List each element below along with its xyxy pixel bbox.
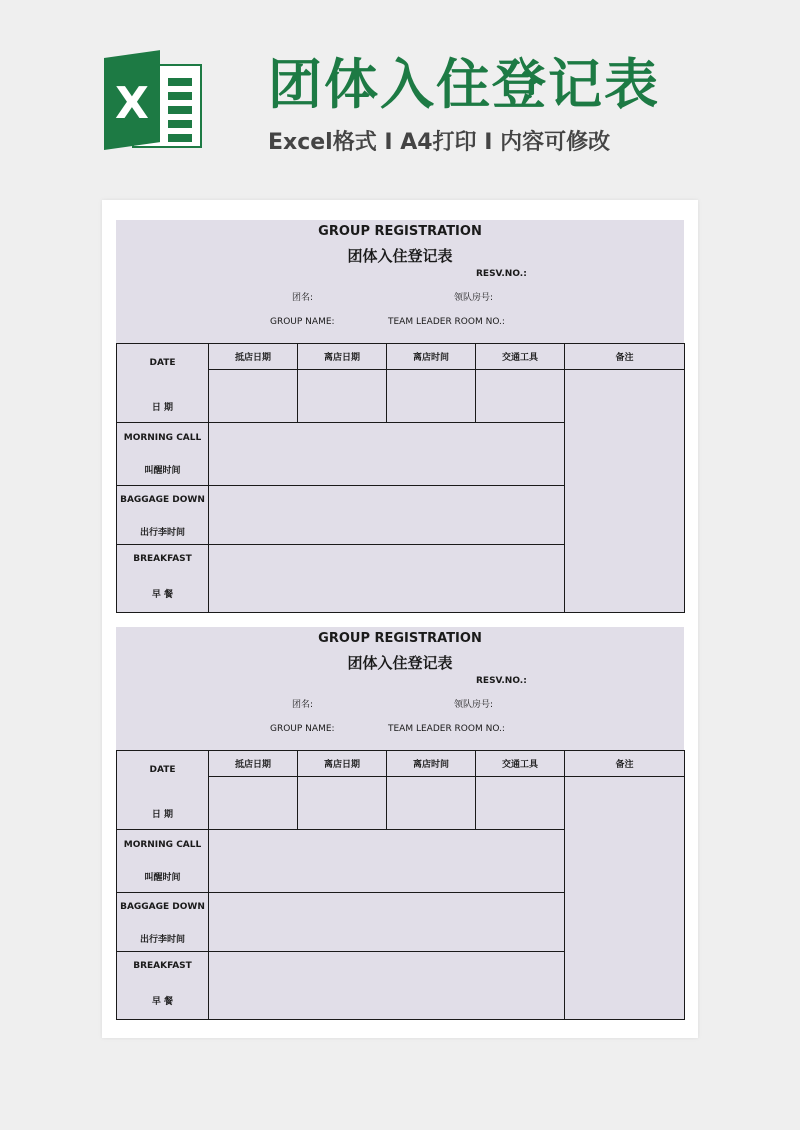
form-title-en: GROUP REGISTRATION [318, 224, 482, 239]
row-label-baggage-down [117, 893, 209, 952]
baggage-down-cell[interactable] [209, 486, 565, 545]
resv-no-label: RESV.NO.: [476, 269, 527, 279]
departure-time-cell[interactable] [387, 370, 476, 423]
row-label-cn: 早 餐 [151, 997, 174, 1007]
form-header [116, 627, 684, 750]
form-title-zh: 团体入住登记表 [347, 247, 453, 265]
form-title-en: GROUP REGISTRATION [318, 631, 482, 646]
row-label-date [117, 344, 209, 423]
column-header-remarks: 备注 [565, 751, 685, 777]
group-name-cn-label: 团名: [292, 700, 314, 710]
row-label-en: BREAKFAST [133, 961, 192, 971]
morning-call-cell[interactable] [209, 830, 565, 893]
excel-x-letter: X [115, 78, 149, 129]
transport-cell[interactable] [476, 370, 565, 423]
row-label-breakfast [117, 952, 209, 1020]
column-header-departure-date: 离店日期 [298, 344, 387, 370]
column-header-arrival-date: 抵店日期 [209, 344, 298, 370]
row-label-cn: 叫醒时间 [144, 466, 181, 476]
registration-form-2 [116, 627, 684, 1019]
group-name-en-label: GROUP NAME: [270, 317, 335, 327]
baggage-down-cell[interactable] [209, 893, 565, 952]
row-label-en: MORNING CALL [123, 433, 202, 443]
leader-room-en-label: TEAM LEADER ROOM NO.: [388, 317, 505, 327]
form-header [116, 220, 684, 343]
departure-date-cell[interactable] [298, 370, 387, 423]
arrival-date-cell[interactable] [209, 777, 298, 830]
column-header-arrival-date: 抵店日期 [209, 751, 298, 777]
registration-form-1 [116, 220, 684, 612]
row-label-date [117, 751, 209, 830]
row-label-cn: 日 期 [151, 810, 174, 820]
remarks-cell[interactable] [565, 777, 685, 1020]
column-header-departure-time: 离店时间 [387, 751, 476, 777]
arrival-date-cell[interactable] [209, 370, 298, 423]
row-label-cn: 早 餐 [151, 590, 174, 600]
row-label-cn: 日 期 [151, 403, 174, 413]
registration-table [116, 343, 685, 613]
row-label-en: DATE [149, 765, 176, 775]
banner-title: 团体入住登记表 [268, 53, 660, 116]
remarks-cell[interactable] [565, 370, 685, 613]
leader-room-en-label: TEAM LEADER ROOM NO.: [388, 724, 505, 734]
transport-cell[interactable] [476, 777, 565, 830]
form-title-zh: 团体入住登记表 [347, 654, 453, 672]
row-label-breakfast [117, 545, 209, 613]
registration-table [116, 750, 685, 1020]
row-label-en: BAGGAGE DOWN [120, 495, 205, 505]
leader-room-cn-label: 领队房号: [454, 700, 494, 710]
column-header-remarks: 备注 [565, 344, 685, 370]
row-label-en: BREAKFAST [133, 554, 192, 564]
departure-date-cell[interactable] [298, 777, 387, 830]
row-label-en: MORNING CALL [123, 840, 202, 850]
column-header-transport: 交通工具 [476, 344, 565, 370]
breakfast-cell[interactable] [209, 952, 565, 1020]
row-label-morning-call [117, 423, 209, 486]
row-label-en: BAGGAGE DOWN [120, 902, 205, 912]
column-header-transport: 交通工具 [476, 751, 565, 777]
column-header-departure-time: 离店时间 [387, 344, 476, 370]
row-label-cn: 出行李时间 [139, 528, 185, 538]
leader-room-cn-label: 领队房号: [454, 293, 494, 303]
resv-no-label: RESV.NO.: [476, 676, 527, 686]
excel-logo-icon [104, 58, 202, 150]
row-label-cn: 出行李时间 [139, 935, 185, 945]
departure-time-cell[interactable] [387, 777, 476, 830]
banner-subtitle: Excel格式 I A4打印 I 内容可修改 [268, 130, 611, 155]
row-label-en: DATE [149, 358, 176, 368]
row-label-baggage-down [117, 486, 209, 545]
row-label-morning-call [117, 830, 209, 893]
row-label-cn: 叫醒时间 [144, 873, 181, 883]
group-name-en-label: GROUP NAME: [270, 724, 335, 734]
column-header-departure-date: 离店日期 [298, 751, 387, 777]
group-name-cn-label: 团名: [292, 293, 314, 303]
breakfast-cell[interactable] [209, 545, 565, 613]
morning-call-cell[interactable] [209, 423, 565, 486]
